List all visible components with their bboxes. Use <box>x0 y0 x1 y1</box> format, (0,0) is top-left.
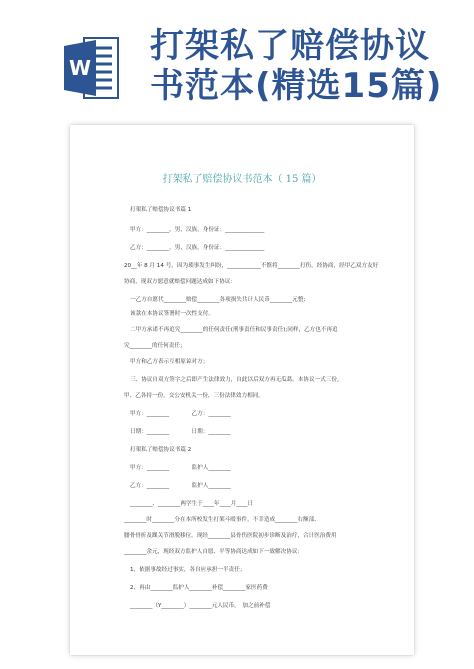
document-line: 甲方：________ 监护人________ <box>130 465 231 471</box>
document-line: 该款在本协议签署时一次性支付。 <box>130 311 214 317</box>
word-document-icon <box>62 32 120 104</box>
document-line: 日期：________ 日期：________ <box>130 429 231 435</box>
document-line: 甲、乙各持一份，交公安机关一份，三份法律效力相同。 <box>124 393 264 399</box>
banner-title-line-1: 打架私了赔偿协议 <box>150 26 430 66</box>
document-line: 协商，现双方愿意就赔偿问题达成如下协议： <box>124 279 236 285</box>
document-line: 三、协议自双方签字之后即产生法律效力，自此以后双方再无瓜葛。本协议一式三份， <box>130 377 343 383</box>
document-line: 乙方：________，男，汉族，身份证：______________ <box>130 245 265 251</box>
banner <box>0 0 474 130</box>
document-page <box>70 125 414 655</box>
document-line: 腰骨骨折及踝关节滑脱移位。现经________县骨伤医院初步诊断及治疗，合计医治费用 <box>124 533 337 539</box>
document-line: 一乙方自愿代________赔偿________各项损失共计人民币________元整; <box>130 297 306 303</box>
document-line: 打架私了赔偿协议书篇 2 <box>130 447 192 453</box>
document-title: 打架私了赔偿协议书范本（ 15 篇） <box>162 174 322 185</box>
document-line: 甲方和乙方表示互相原谅对方； <box>130 359 209 365</box>
document-line: 2、再由________监护人________补偿________家医药费 <box>130 585 268 591</box>
document-line: 1、依据事故经过事实，各自应承担一半责任； <box>130 567 246 573</box>
document-line: 二甲方承诺不再追究________的任何责任(刑事责任和民事责任);同样，乙方也不再追 <box>130 327 338 333</box>
document-line: ________、________两学生于____年____月____日 <box>130 501 254 507</box>
document-line: ________余元，现经双方监护人自愿、平等协商达成如下一致解决协议： <box>124 549 304 555</box>
document-line: 甲方：________，男，汉族，身份证：______________ <box>130 227 265 233</box>
document-line: 究________的任何责任； <box>124 343 186 349</box>
banner-title-line-2: 书范本(精选15篇) <box>150 66 443 106</box>
document-line: ________（Y________）________元人民币。 加之前补偿 <box>130 603 271 609</box>
document-line: 20__年 8 月 14 号，因为琐事发生纠纷，____________不慎将________打伤，经协商，经甲乙双方友好 <box>124 263 379 269</box>
document-line: 打架私了赔偿协议书篇 1 <box>130 207 192 213</box>
document-line: ________时________分在本所校发生打架斗殴事件，不幸造成________右额部、 <box>124 517 320 523</box>
document-line: 甲方：________ 乙方：________ <box>130 411 231 417</box>
logo-letter: W <box>68 56 92 80</box>
banner-title <box>150 26 460 106</box>
document-line: 乙方：________ 监护人________ <box>130 483 231 489</box>
